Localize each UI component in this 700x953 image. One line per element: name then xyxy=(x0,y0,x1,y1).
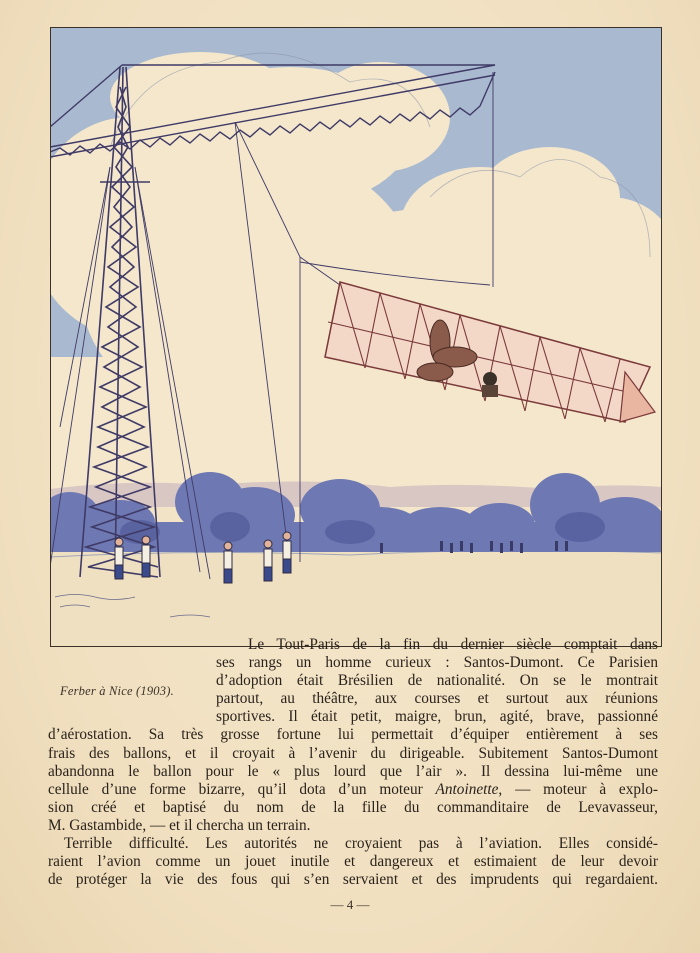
text-line: d’aérostation. Sa très grosse fortune lui permettait d’équiper entièrement à ses xyxy=(48,726,658,744)
text-line: d’adoption était Brésilien de nationalité. On se le montrait xyxy=(216,672,658,690)
figure-caption: Ferber à Nice (1903). xyxy=(60,684,174,698)
text-line: partout, au théâtre, aux courses et surtout aux réunions xyxy=(216,690,658,708)
engine-name: Antoinette xyxy=(435,780,499,798)
text-line: ses rangs un homme curieux : Santos-Dumont. Ce Parisien xyxy=(216,654,658,672)
text-line: de protéger la vie des fous qui s’en servaient et des imprudents qui regardaient. xyxy=(48,871,658,889)
text-line: frais des ballons, et il croyait à l’avenir du dirigeable. Subitement Santos-Dumont xyxy=(48,744,658,762)
page-number: — 4 — xyxy=(330,897,370,912)
paragraph-1 xyxy=(48,636,658,835)
text-line: abandonna le ballon pour le « plus lourd que l’air ». Il dessina lui-même une xyxy=(48,762,658,780)
paragraph-2 xyxy=(48,835,658,889)
text-line: Terrible difficulté. Les autorités ne croyaient pas à l’aviation. Elles considé- xyxy=(64,835,658,853)
text-line: raient l’avion comme un jouet inutile et dangereux et estimaient de leur devoir xyxy=(48,853,658,871)
text-line xyxy=(48,781,658,799)
text-line: sportives. Il était petit, maigre, brun, agité, brave, passionné xyxy=(216,708,658,726)
text-line: M. Gastambide, — et il chercha un terrain. xyxy=(48,816,311,834)
illustration-svg xyxy=(50,27,662,647)
body-text xyxy=(48,636,658,889)
text-line: Le Tout-Paris de la fin du dernier siècle comptait dans xyxy=(248,636,658,653)
ferber-glider-illustration xyxy=(50,27,662,647)
text-segment: , — moteur à explo- xyxy=(498,780,658,798)
text-line: sion créé et baptisé du nom de la fille du commanditaire de Levavasseur, xyxy=(48,798,658,816)
text-segment: cellule d’une forme bizarre, qu’il dota d’un moteur xyxy=(48,780,423,798)
